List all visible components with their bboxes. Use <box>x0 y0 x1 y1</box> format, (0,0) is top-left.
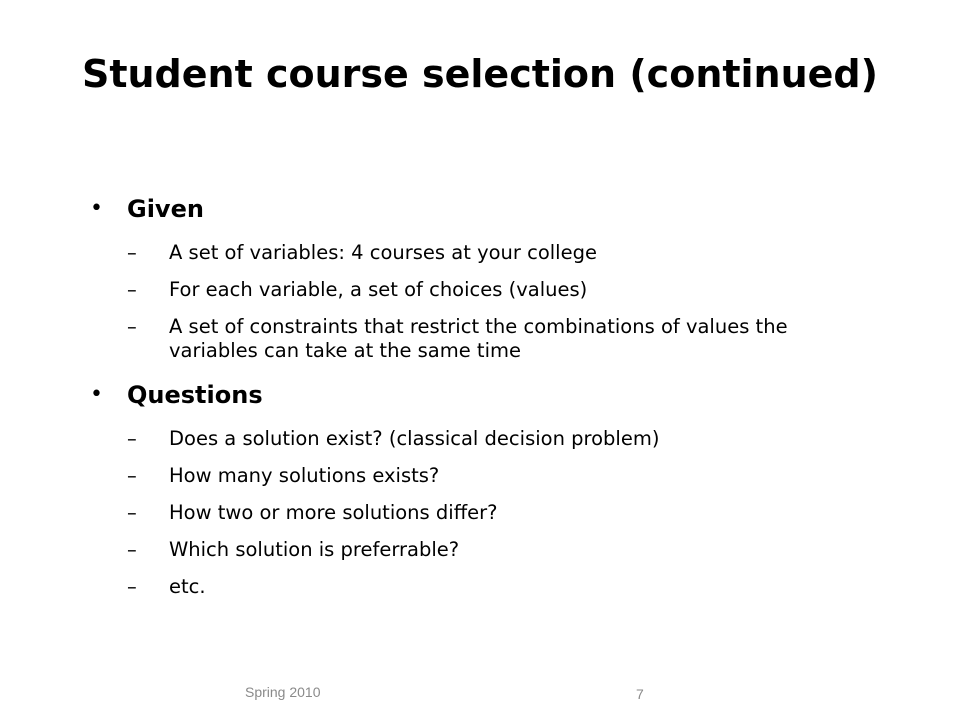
dash-icon: – <box>127 464 137 487</box>
sub-bullet-text: A set of variables: 4 courses at your college <box>169 241 597 264</box>
bullet-item <box>90 372 880 418</box>
sub-bullet-text: etc. <box>169 575 206 598</box>
sub-bullet-item <box>90 538 880 562</box>
sub-bullet-item <box>90 241 880 265</box>
sub-bullet-text: A set of constraints that restrict the combinations of values the variables can take at the same time <box>169 315 788 362</box>
dash-icon: – <box>127 575 137 598</box>
section-heading: Given <box>127 195 204 223</box>
sub-bullet-item <box>90 464 880 488</box>
bullet-icon: • <box>90 382 103 407</box>
sub-bullet-text: How many solutions exists? <box>169 464 440 487</box>
dash-icon: – <box>127 241 137 264</box>
page-number: 7 <box>636 686 644 702</box>
dash-icon: – <box>127 315 137 338</box>
bullet-item <box>90 186 880 232</box>
footer-date: Spring 2010 <box>245 684 321 700</box>
slide-body <box>90 186 880 612</box>
section-heading: Questions <box>127 381 263 409</box>
sub-bullet-item <box>90 278 880 302</box>
dash-icon: – <box>127 501 137 524</box>
dash-icon: – <box>127 278 137 301</box>
sub-bullet-text: How two or more solutions differ? <box>169 501 498 524</box>
sub-bullet-text: For each variable, a set of choices (values) <box>169 278 588 301</box>
sub-bullet-text: Which solution is preferrable? <box>169 538 460 561</box>
sub-bullet-item <box>90 315 880 363</box>
dash-icon: – <box>127 427 137 450</box>
section-questions <box>90 372 880 599</box>
sub-bullet-text: Does a solution exist? (classical decision problem) <box>169 427 660 450</box>
sub-bullet-item <box>90 427 880 451</box>
section-given <box>90 186 880 363</box>
sub-bullet-item <box>90 501 880 525</box>
dash-icon: – <box>127 538 137 561</box>
sub-bullet-item <box>90 575 880 599</box>
bullet-icon: • <box>90 196 103 221</box>
slide-title: Student course selection (continued) <box>81 52 879 96</box>
